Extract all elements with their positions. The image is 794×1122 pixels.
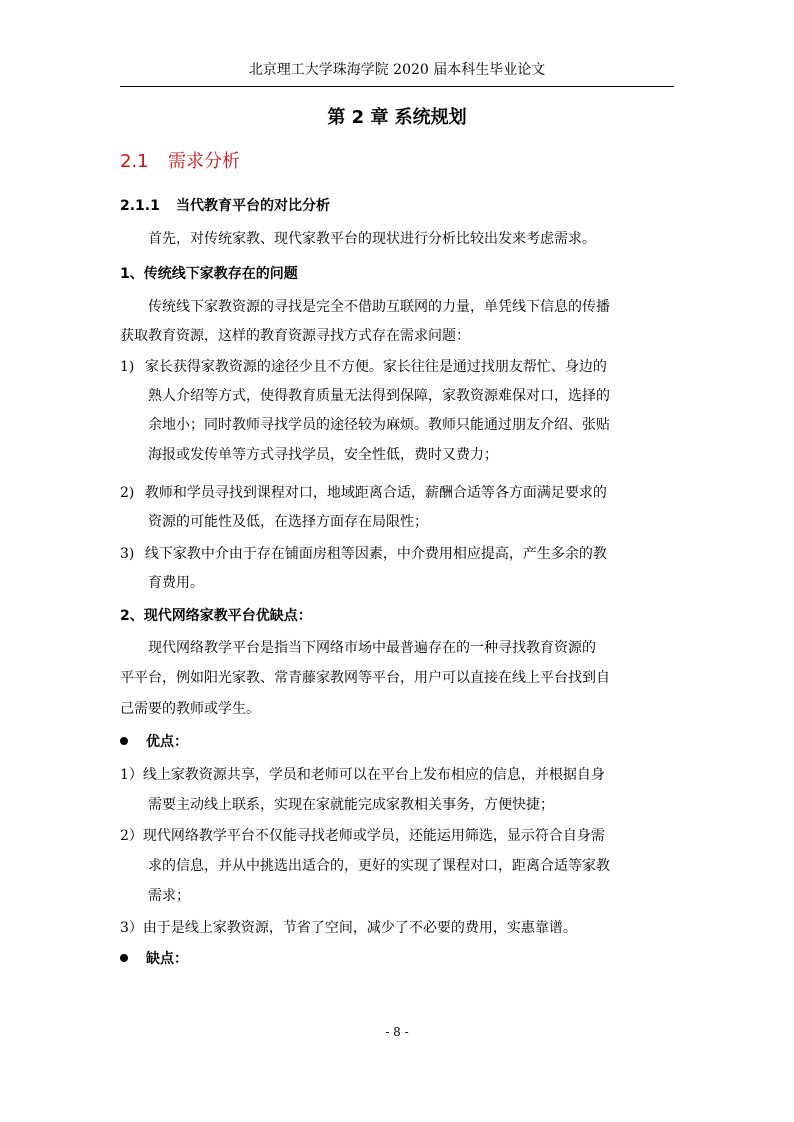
header-rule <box>120 86 674 87</box>
list-item-line: 需要主动线上联系，实现在家就能完成家教相关事务，方便快捷； <box>148 797 554 813</box>
list-item <box>120 357 680 377</box>
list-marker: 1) <box>120 359 135 375</box>
list-item-line: 线下家教中介由于存在铺面房租等因素，中介费用相应提高，产生多余的教 <box>144 546 607 562</box>
pros-label: 优点： <box>146 734 188 750</box>
list-item <box>120 483 680 503</box>
list-item-line: 需求； <box>148 888 190 904</box>
list-marker: 3） <box>120 920 143 936</box>
cons-bullet <box>120 949 680 969</box>
list-marker: 1） <box>120 767 143 783</box>
subsection-heading <box>120 196 330 216</box>
section-title: 需求分析 <box>168 151 240 172</box>
offline-paragraph-line: 传统线下家教资源的寻找是完全不借助互联网的力量，单凭线下信息的传播 <box>148 299 610 315</box>
list-item-line: 资源的可能性及低，在选择方面存在局限性； <box>148 514 428 530</box>
list-marker: 3) <box>120 546 135 562</box>
bullet-dot-icon <box>120 737 128 745</box>
list-marker: 2) <box>120 485 135 501</box>
running-header: 北京理工大学珠海学院 2020 届本科生毕业论文 <box>248 62 546 78</box>
subsection-number: 2.1.1 <box>120 198 160 214</box>
subsection-title: 当代教育平台的对比分析 <box>176 198 330 214</box>
list-item-line: 余地小；同时教师寻找学员的途径较为麻烦。教师只能通过朋友介绍、张贴 <box>148 417 610 433</box>
list-item-line: 海报或发传单等方式寻找学员，安全性低，费时又费力； <box>148 447 498 463</box>
list-item-line: 家长获得家教资源的途径少且不方便。家长往往是通过找朋友帮忙、身边的 <box>144 359 607 375</box>
list-item <box>120 544 680 564</box>
offline-heading: 1、传统线下家教存在的问题 <box>120 266 298 282</box>
list-item-line: 线上家教资源共享，学员和老师可以在平台上发布相应的信息，并根据自身 <box>142 767 605 783</box>
list-item-line: 由于是线上家教资源，节省了空间，减少了不必要的费用，实惠靠谱。 <box>142 920 577 936</box>
bullet-dot-icon <box>120 954 128 962</box>
online-paragraph-line: 平平台，例如阳光家教、常青藤家教网等平台，用户可以直接在线上平台找到自 <box>120 670 610 686</box>
list-item <box>120 918 680 938</box>
pros-bullet <box>120 732 680 752</box>
section-number: 2.1 <box>120 151 149 172</box>
intro-paragraph: 首先，对传统家教、现代家教平台的现状进行分析比较出发来考虑需求。 <box>148 231 596 247</box>
section-heading <box>120 150 240 174</box>
list-marker: 2） <box>120 828 143 844</box>
list-item-line: 求的信息，并从中挑选出适合的，更好的实现了课程对口，距离合适等家教 <box>148 858 610 874</box>
cons-label: 缺点： <box>146 951 188 967</box>
online-paragraph-line: 现代网络教学平台是指当下网络市场中最普遍存在的一种寻找教育资源的 <box>148 640 596 656</box>
list-item-line: 教师和学员寻找到课程对口，地域距离合适，薪酬合适等各方面满足要求的 <box>144 485 607 501</box>
online-heading: 2、现代网络家教平台优缺点： <box>120 608 312 624</box>
offline-paragraph-line: 获取教育资源，这样的教育资源寻找方式存在需求问题： <box>120 328 470 344</box>
list-item-line: 育费用。 <box>148 575 204 591</box>
list-item-line: 现代网络教学平台不仅能寻找老师或学员，还能运用筛选，显示符合自身需 <box>142 828 605 844</box>
list-item <box>120 765 680 785</box>
list-item-line: 熟人介绍等方式，使得教育质量无法得到保障，家教资源难保对口，选择的 <box>148 388 610 404</box>
chapter-title: 第 2 章 系统规划 <box>327 107 467 128</box>
page-number: - 8 - <box>385 1025 409 1039</box>
list-item <box>120 826 680 846</box>
online-paragraph-line: 己需要的教师或学生。 <box>120 701 260 717</box>
